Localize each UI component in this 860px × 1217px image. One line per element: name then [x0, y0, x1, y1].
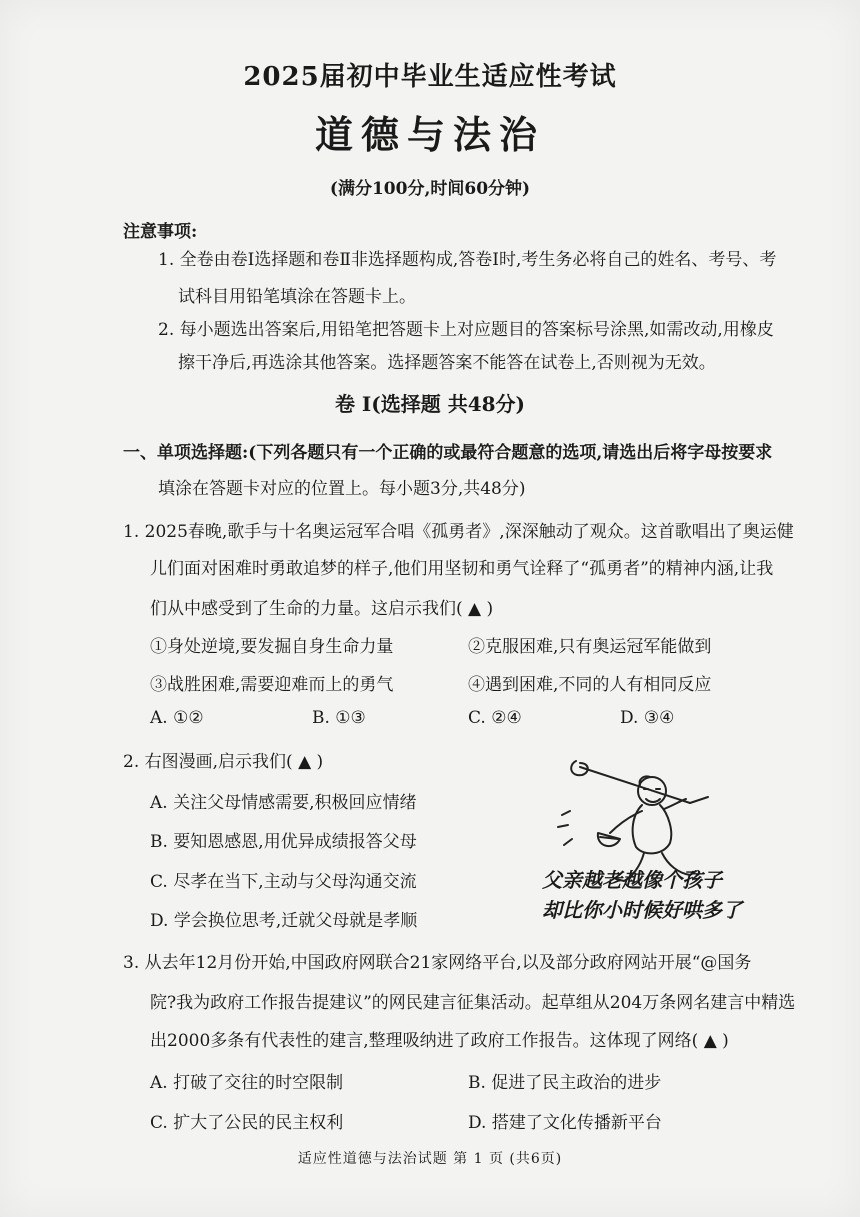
q1-stem-line3: 们从中感受到了生命的力量。这启示我们( ▲ ) — [150, 599, 494, 619]
q1-option-b: B. ①③ — [312, 708, 366, 728]
cartoon-caption-line2: 却比你小时候好哄多了 — [542, 898, 742, 922]
q1-statement-2: ②克服困难,只有奥运冠军能做到 — [468, 637, 712, 657]
score-time: (满分100分,时间60分钟) — [329, 179, 531, 199]
q1-option-a: A. ①② — [150, 708, 204, 728]
q2-option-c: C. 尽孝在当下,主动与父母沟通交流 — [150, 872, 417, 892]
q3-option-a: A. 打破了交往的时空限制 — [150, 1073, 344, 1093]
q2-option-d: D. 学会换位思考,迁就父母就是孝顺 — [150, 911, 418, 931]
q1-statement-3: ③战胜困难,需要迎难而上的勇气 — [150, 675, 394, 695]
notice-heading: 注意事项: — [123, 222, 198, 242]
q3-option-d: D. 搭建了文化传播新平台 — [468, 1113, 662, 1133]
section-instruction-line1: 一、单项选择题:(下列各题只有一个正确的或最符合题意的选项,请选出后将字母按要求 — [123, 443, 773, 463]
notice-item1-line1: 1. 全卷由卷Ⅰ选择题和卷Ⅱ非选择题构成,答卷Ⅰ时,考生务必将自己的姓名、考号、考 — [158, 250, 777, 270]
exam-title: 2025届初中毕业生适应性考试 — [243, 62, 617, 92]
q2-stem: 2. 右图漫画,启示我们( ▲ ) — [123, 752, 324, 772]
q3-option-b: B. 促进了民主政治的进步 — [468, 1073, 662, 1093]
q3-stem-line2: 院?我为政府工作报告提建议”的网民建言征集活动。起草组从204万条网名建言中精选 — [150, 993, 796, 1013]
notice-item2-line1: 2. 每小题选出答案后,用铅笔把答题卡上对应题目的答案标号涂黑,如需改动,用橡皮 — [158, 320, 774, 340]
q3-stem-line1: 3. 从去年12月份开始,中国政府网联合21家网络平台,以及部分政府网站开展“@国务 — [123, 953, 752, 973]
q1-option-c: C. ②④ — [468, 708, 522, 728]
notice-item1-line2: 试科目用铅笔填涂在答题卡上。 — [178, 287, 416, 307]
q2-option-a: A. 关注父母情感需要,积极回应情绪 — [150, 793, 417, 813]
q3-stem-line3: 出2000多条有代表性的建言,整理吸纳进了政府工作报告。这体现了网络( ▲ ) — [150, 1031, 729, 1051]
section-instruction-line2: 填涂在答题卡对应的位置上。每小题3分,共48分) — [158, 479, 526, 499]
q1-option-d: D. ③④ — [620, 708, 675, 728]
q1-statement-1: ①身处逆境,要发掘自身生命力量 — [150, 637, 394, 657]
q1-statement-4: ④遇到困难,不同的人有相同反应 — [468, 675, 712, 695]
cartoon-caption-line1: 父亲越老越像个孩子 — [542, 868, 722, 892]
page-footer: 适应性道德与法治试题 第 1 页 (共6页) — [297, 1151, 563, 1167]
cartoon-illustration — [540, 755, 800, 925]
q1-stem-line2: 儿们面对困难时勇敢追梦的样子,他们用坚韧和勇气诠释了“孤勇者”的精神内涵,让我 — [150, 559, 774, 579]
q2-option-b: B. 要知恩感恩,用优异成绩报答父母 — [150, 832, 417, 852]
q3-option-c: C. 扩大了公民的民主权利 — [150, 1113, 344, 1133]
subject-title: 道德与法治 — [314, 112, 545, 157]
notice-item2-line2: 擦干净后,再选涂其他答案。选择题答案不能答在试卷上,否则视为无效。 — [178, 353, 716, 373]
q1-stem-line1: 1. 2025春晚,歌手与十名奥运冠军合唱《孤勇者》,深深触动了观众。这首歌唱出了奥运健 — [123, 522, 794, 542]
section-title: 卷 Ⅰ(选择题 共48分) — [334, 392, 526, 416]
